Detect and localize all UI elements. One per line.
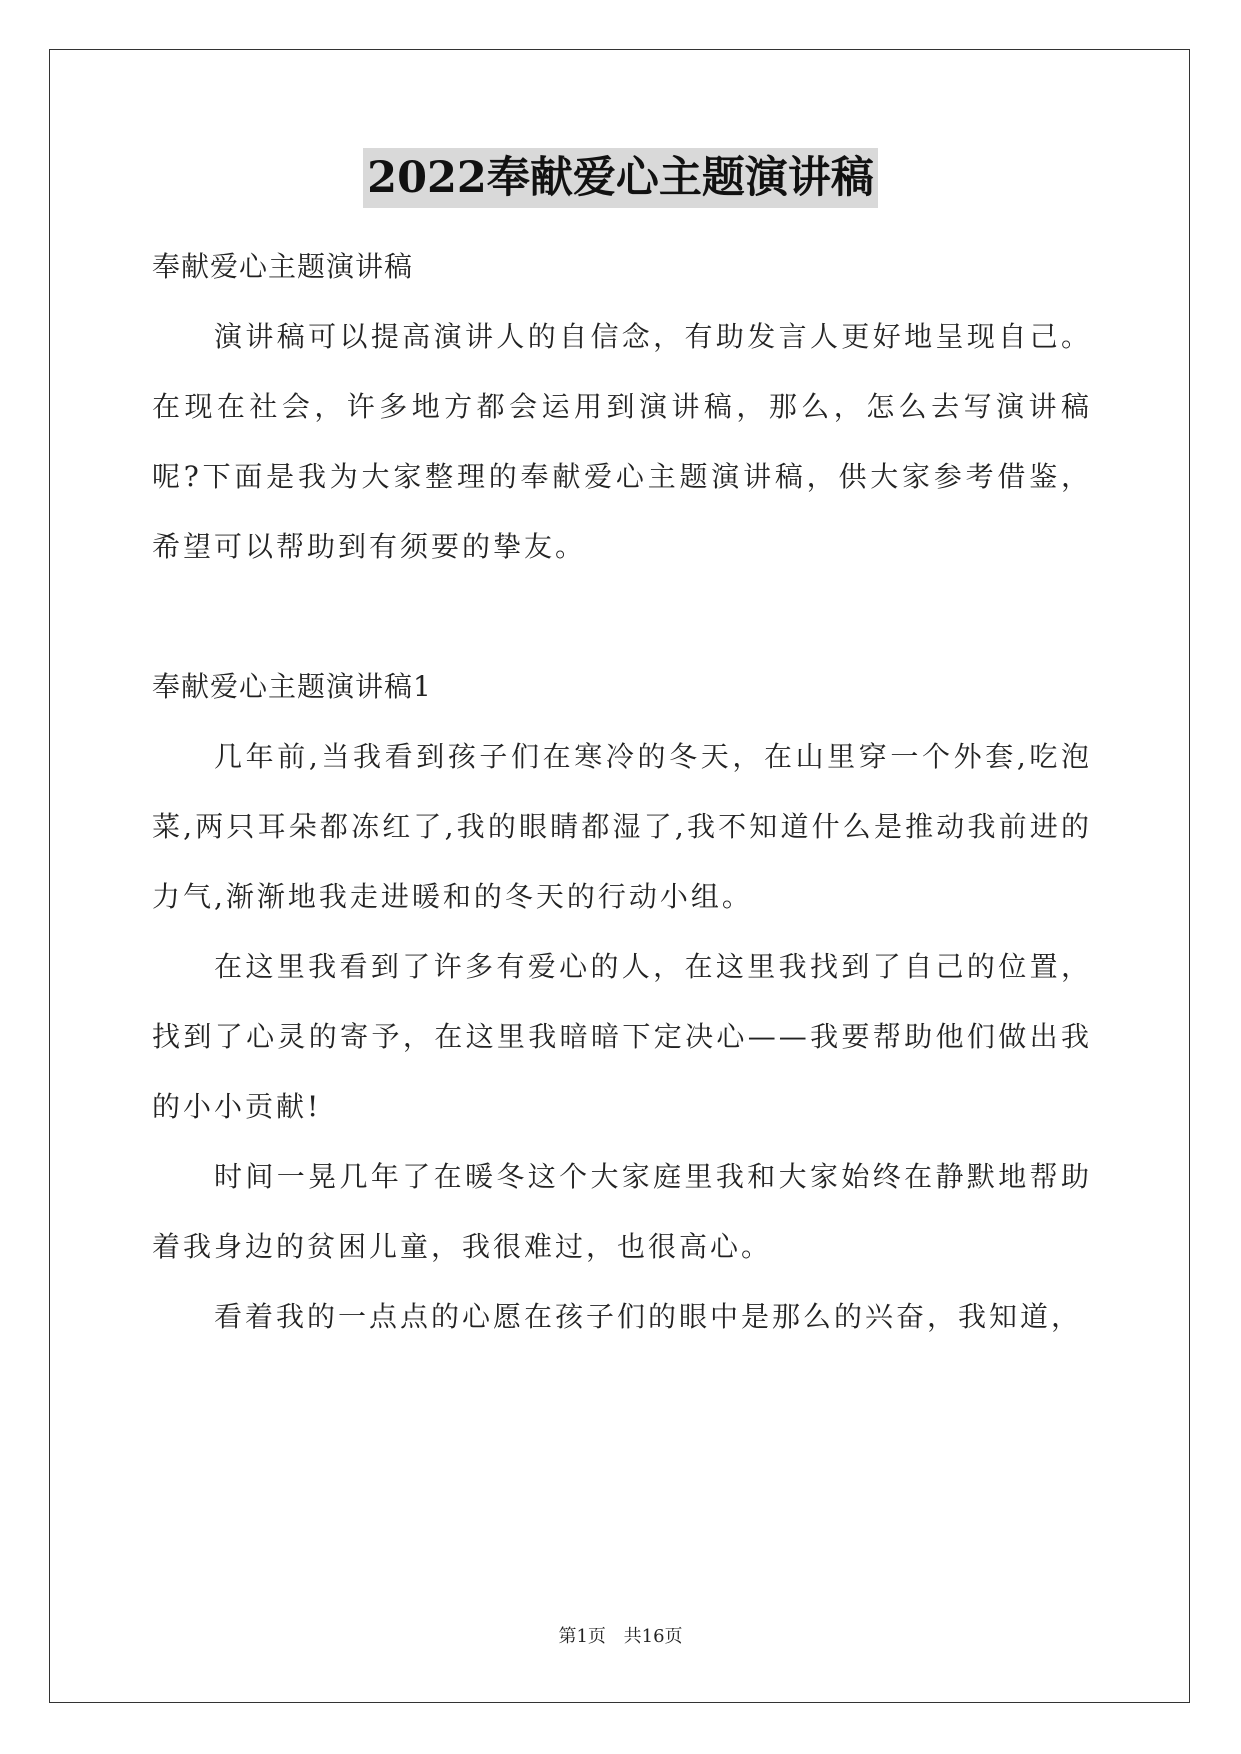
document-body — [152, 232, 1092, 1352]
blank-line — [152, 582, 1092, 652]
page-footer — [0, 1622, 1241, 1648]
body-paragraph: 时间一晃几年了在暖冬这个大家庭里我和大家始终在静默地帮助着我身边的贫困儿童，我很难过，也很高心。 — [152, 1160, 1092, 1263]
body-paragraph: 看着我的一点点的心愿在孩子们的眼中是那么的兴奋，我知道， — [214, 1300, 1083, 1333]
document-title: 2022奉献爱心主题演讲稿 — [363, 148, 878, 208]
section-heading: 奉献爱心主题演讲稿1 — [152, 670, 432, 703]
body-paragraph: 几年前,当我看到孩子们在寒冷的冬天，在山里穿一个外套,吃泡菜,两只耳朵都冻红了,我的眼睛都湿了,我不知道什么是推动我前进的力气,渐渐地我走进暖和的冬天的行动小组。 — [152, 740, 1092, 913]
page-number: 第1页 — [558, 1626, 606, 1647]
title-container — [0, 148, 1241, 208]
intro-paragraph: 演讲稿可以提高演讲人的自信念，有助发言人更好地呈现自己。在现在社会，许多地方都会运用到演讲稿，那么，怎么去写演讲稿呢?下面是我为大家整理的奉献爱心主题演讲稿，供大家参考借鉴，希望可以帮助到有须要的挚友。 — [152, 320, 1092, 563]
document-subtitle: 奉献爱心主题演讲稿 — [152, 250, 414, 283]
body-paragraph: 在这里我看到了许多有爱心的人，在这里我找到了自己的位置，找到了心灵的寄予，在这里我暗暗下定决心——我要帮助他们做出我的小小贡献! — [152, 950, 1092, 1123]
page-total: 共16页 — [623, 1626, 683, 1647]
